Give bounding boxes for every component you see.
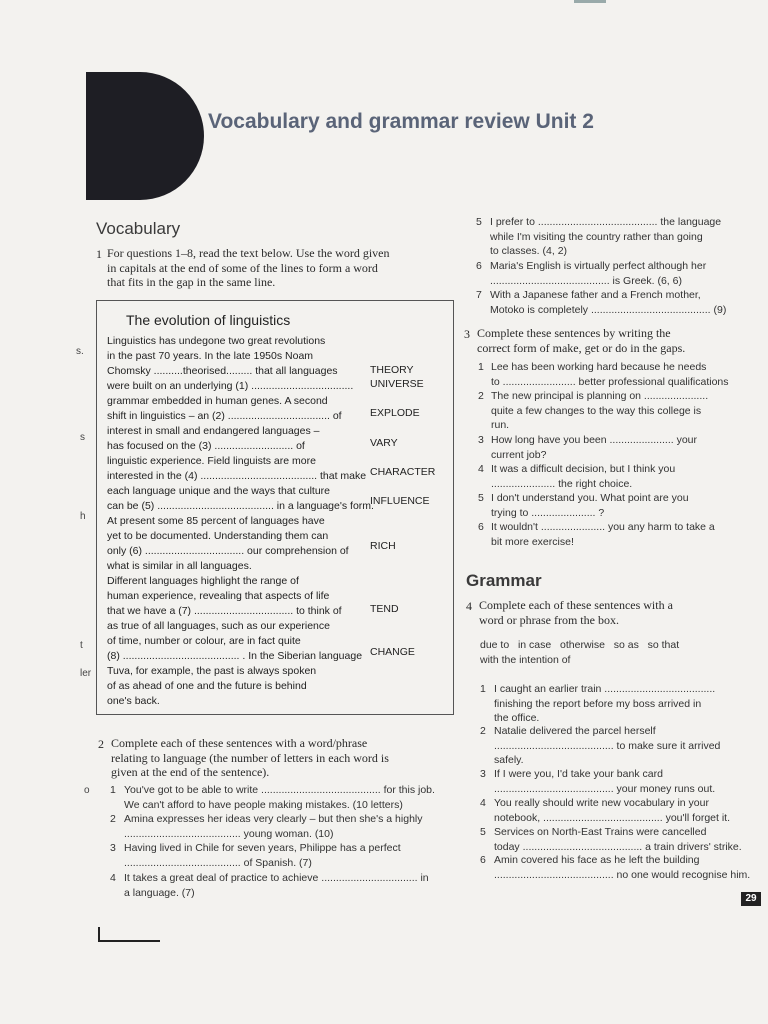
item-line: We can't afford to have people making mistakes. (10 letters) bbox=[124, 798, 403, 811]
item-number: 3 bbox=[110, 842, 116, 854]
item-line: Maria's English is virtually perfect although her bbox=[490, 260, 707, 272]
text-line: interest in small and endangered languages – bbox=[107, 425, 320, 437]
margin-mark: s. bbox=[76, 346, 84, 357]
item-line: notebook, ......................................... you'll forget it. bbox=[494, 811, 731, 824]
item-line: Amin covered his face as he left the building bbox=[494, 854, 700, 866]
item-number: 5 bbox=[480, 826, 486, 838]
text-line: of time, number or colour, are in fact quite bbox=[107, 635, 301, 647]
item-line: You've got to be able to write ......................................... for this job. bbox=[124, 784, 435, 796]
page-title: Vocabulary and grammar review Unit 2 bbox=[208, 110, 594, 133]
item-line: You really should write new vocabulary in your bbox=[494, 797, 709, 809]
item-line: finishing the report before my boss arrived in bbox=[494, 697, 702, 710]
text-line: At present some 85 percent of languages have bbox=[107, 515, 325, 527]
q2-item bbox=[110, 812, 423, 841]
item-line: ........................................ young woman. (10) bbox=[124, 827, 334, 840]
box-word: otherwise bbox=[560, 639, 605, 651]
grammar-heading: Grammar bbox=[466, 571, 542, 590]
item-line: With a Japanese father and a French mother, bbox=[490, 289, 701, 301]
item-line: ......................................... no one would recognise him. bbox=[494, 868, 751, 881]
text-line: interested in the (4) ........................................ that make bbox=[107, 470, 367, 482]
item-line: The new principal is planning on ...................... bbox=[491, 390, 709, 402]
item-line: while I'm visiting the country rather than going bbox=[490, 230, 703, 243]
q4-item bbox=[480, 796, 730, 825]
item-line: a language. (7) bbox=[124, 886, 195, 899]
instruction-line: relating to language (the number of letters in each word is bbox=[111, 750, 389, 765]
item-line: It wouldn't ...................... you any harm to take a bbox=[491, 521, 715, 533]
margin-mark: ler bbox=[80, 668, 92, 679]
item-line: ......................................... is Greek. (6, 6) bbox=[490, 274, 682, 287]
item-line: Having lived in Chile for seven years, Philippe has a perfect bbox=[124, 842, 401, 854]
item-number: 5 bbox=[476, 216, 482, 228]
item-line: to classes. (4, 2) bbox=[490, 245, 568, 257]
text-line: Different languages highlight the range of bbox=[107, 575, 299, 587]
item-number: 3 bbox=[478, 434, 484, 446]
item-number: 1 bbox=[110, 784, 116, 796]
q-cont-item bbox=[476, 215, 721, 259]
text-line: Linguistics has undegone two great revolutions bbox=[107, 335, 326, 347]
instruction-line: Complete each of these sentences with a bbox=[479, 598, 673, 612]
item-number: 5 bbox=[478, 492, 484, 504]
item-line: bit more exercise! bbox=[491, 535, 574, 548]
q3-item bbox=[478, 491, 689, 520]
box-word: with the intention of bbox=[480, 653, 571, 666]
q2-instruction bbox=[111, 736, 389, 780]
cap-word: EXPLODE bbox=[370, 407, 420, 419]
item-number: 7 bbox=[476, 289, 482, 301]
item-line: I don't understand you. What point are you bbox=[491, 492, 689, 504]
item-number: 4 bbox=[478, 463, 484, 475]
item-number: 1 bbox=[478, 361, 484, 373]
item-line: It was a difficult decision, but I think you bbox=[491, 463, 676, 475]
instruction-line: For questions 1–8, read the text below. Use the word given bbox=[107, 246, 390, 260]
text-box-title: The evolution of linguistics bbox=[126, 312, 291, 328]
item-number: 1 bbox=[480, 683, 486, 695]
text-line: Chomsky ..........theorised......... that all languages bbox=[107, 365, 338, 377]
item-line: ........................................ of Spanish. (7) bbox=[124, 856, 312, 869]
q2-number: 2 bbox=[98, 737, 104, 751]
q3-item bbox=[478, 520, 715, 549]
item-line: If I were you, I'd take your bank card bbox=[494, 768, 663, 780]
text-line: as true of all languages, such as our experience bbox=[107, 620, 330, 632]
text-line: can be (5) ........................................ in a language's form. bbox=[107, 500, 374, 512]
word-box bbox=[480, 638, 679, 667]
q4-item bbox=[480, 825, 742, 854]
text-line: in the past 70 years. In the late 1950s Noam bbox=[107, 350, 314, 362]
item-number: 2 bbox=[110, 813, 116, 825]
item-number: 3 bbox=[480, 768, 486, 780]
q2-item bbox=[110, 871, 429, 900]
text-line: linguistic experience. Field linguists are more bbox=[107, 455, 316, 467]
text-line: that we have a (7) .................................. to think of bbox=[107, 605, 342, 617]
page-number-badge: 29 bbox=[741, 892, 761, 906]
instruction-line: correct form of make, get or do in the gaps. bbox=[477, 340, 686, 355]
cap-word: THEORY bbox=[370, 364, 414, 376]
box-word: so that bbox=[647, 639, 680, 651]
item-line: Motoko is completely ......................................... (9) bbox=[490, 303, 727, 316]
q3-item bbox=[478, 360, 729, 389]
q-cont-item bbox=[476, 288, 726, 317]
item-line: Amina expresses her ideas very clearly – but then she's a highly bbox=[124, 813, 423, 825]
instruction-line: Complete each of these sentences with a word/phrase bbox=[111, 736, 368, 750]
text-line: grammar embedded in human genes. A second bbox=[107, 395, 328, 407]
item-line: It takes a great deal of practice to achieve ................................. in bbox=[124, 872, 429, 884]
q3-item bbox=[478, 389, 708, 433]
instruction-line: in capitals at the end of some of the lines to form a word bbox=[107, 260, 378, 275]
item-line: I prefer to ......................................... the language bbox=[490, 216, 722, 228]
text-line: (8) ........................................ . In the Siberian language bbox=[107, 650, 363, 662]
item-line: Natalie delivered the parcel herself bbox=[494, 725, 656, 737]
instruction-line: word or phrase from the box. bbox=[479, 612, 619, 627]
item-line: ......................................... your money runs out. bbox=[494, 782, 716, 795]
q2-item bbox=[110, 783, 435, 812]
item-line: Services on North-East Trains were cancelled bbox=[494, 826, 707, 838]
margin-mark: o bbox=[84, 785, 90, 796]
text-line: has focused on the (3) ........................... of bbox=[107, 440, 305, 452]
item-line: today ......................................... a train drivers' strike. bbox=[494, 840, 742, 853]
item-line: trying to ...................... ? bbox=[491, 506, 605, 519]
item-line: ...................... the right choice. bbox=[491, 477, 633, 490]
text-line: human experience, revealing that aspects of life bbox=[107, 590, 330, 602]
text-box-paragraph-1 bbox=[107, 334, 374, 574]
q1-number: 1 bbox=[96, 247, 102, 261]
q4-item bbox=[480, 724, 720, 768]
cap-word: CHARACTER bbox=[370, 466, 436, 478]
item-number: 4 bbox=[110, 872, 116, 884]
item-line: safely. bbox=[494, 754, 524, 766]
box-word: in case bbox=[517, 639, 552, 651]
q3-item bbox=[478, 433, 697, 462]
text-line: only (6) .................................. our comprehension of bbox=[107, 545, 349, 557]
item-number: 2 bbox=[478, 390, 484, 402]
text-line: shift in linguistics – an (2) ................................... of bbox=[107, 410, 342, 422]
text-line: yet to be documented. Understanding them can bbox=[107, 530, 329, 542]
corner-mark bbox=[98, 940, 160, 942]
instruction-line: given at the end of the sentence). bbox=[111, 765, 270, 779]
text-line: each language unique and the ways that culture bbox=[107, 485, 330, 497]
item-number: 2 bbox=[480, 725, 486, 737]
text-line: what is similar in all languages. bbox=[107, 560, 252, 572]
item-line: run. bbox=[491, 419, 510, 431]
item-line: I caught an earlier train ...................................... bbox=[494, 683, 716, 695]
text-line: were built on an underlying (1) ................................... bbox=[107, 380, 354, 392]
q-cont-item bbox=[476, 259, 706, 288]
top-scan-mark bbox=[574, 0, 606, 3]
cap-word: RICH bbox=[370, 540, 396, 552]
text-box-paragraph-2 bbox=[107, 574, 362, 709]
item-line: the office. bbox=[494, 712, 540, 724]
item-line: Lee has been working hard because he needs bbox=[491, 361, 707, 373]
item-line: quite a few changes to the way this college is bbox=[491, 404, 702, 417]
instruction-line: that fits in the gap in the same line. bbox=[107, 275, 276, 289]
item-number: 6 bbox=[480, 854, 486, 866]
box-word: so as bbox=[613, 639, 639, 651]
item-number: 4 bbox=[480, 797, 486, 809]
item-line: ......................................... to make sure it arrived bbox=[494, 739, 721, 752]
q1-instruction bbox=[107, 246, 390, 290]
vocabulary-heading: Vocabulary bbox=[96, 219, 181, 238]
item-line: to ......................... better professional qualifications bbox=[491, 375, 729, 388]
text-line: Tuva, for example, the past is always spoken bbox=[107, 665, 317, 677]
unit-d-shape-graphic bbox=[86, 72, 204, 200]
margin-mark: h bbox=[80, 511, 86, 522]
q4-instruction bbox=[479, 598, 673, 627]
q2-item bbox=[110, 841, 401, 870]
item-line: How long have you been ...................... your bbox=[491, 434, 698, 446]
item-number: 6 bbox=[476, 260, 482, 272]
q4-item bbox=[480, 853, 750, 882]
cap-word: UNIVERSE bbox=[370, 378, 424, 390]
cap-word: TEND bbox=[370, 603, 399, 615]
box-word: due to bbox=[480, 639, 510, 651]
cap-word: CHANGE bbox=[370, 646, 415, 658]
instruction-line: Complete these sentences by writing the bbox=[477, 326, 671, 340]
q4-number: 4 bbox=[466, 599, 472, 613]
q3-item bbox=[478, 462, 675, 491]
margin-mark: s bbox=[80, 432, 85, 443]
q3-instruction bbox=[477, 326, 685, 355]
q3-number: 3 bbox=[464, 327, 470, 341]
text-line: of as ahead of one and the future is behind bbox=[107, 680, 307, 692]
cap-word: INFLUENCE bbox=[370, 495, 430, 507]
q4-item bbox=[480, 767, 715, 796]
item-number: 6 bbox=[478, 521, 484, 533]
q4-item bbox=[480, 682, 715, 726]
margin-mark: t bbox=[80, 640, 83, 651]
text-line: one's back. bbox=[107, 695, 160, 707]
cap-word: VARY bbox=[370, 437, 398, 449]
item-line: current job? bbox=[491, 448, 547, 461]
